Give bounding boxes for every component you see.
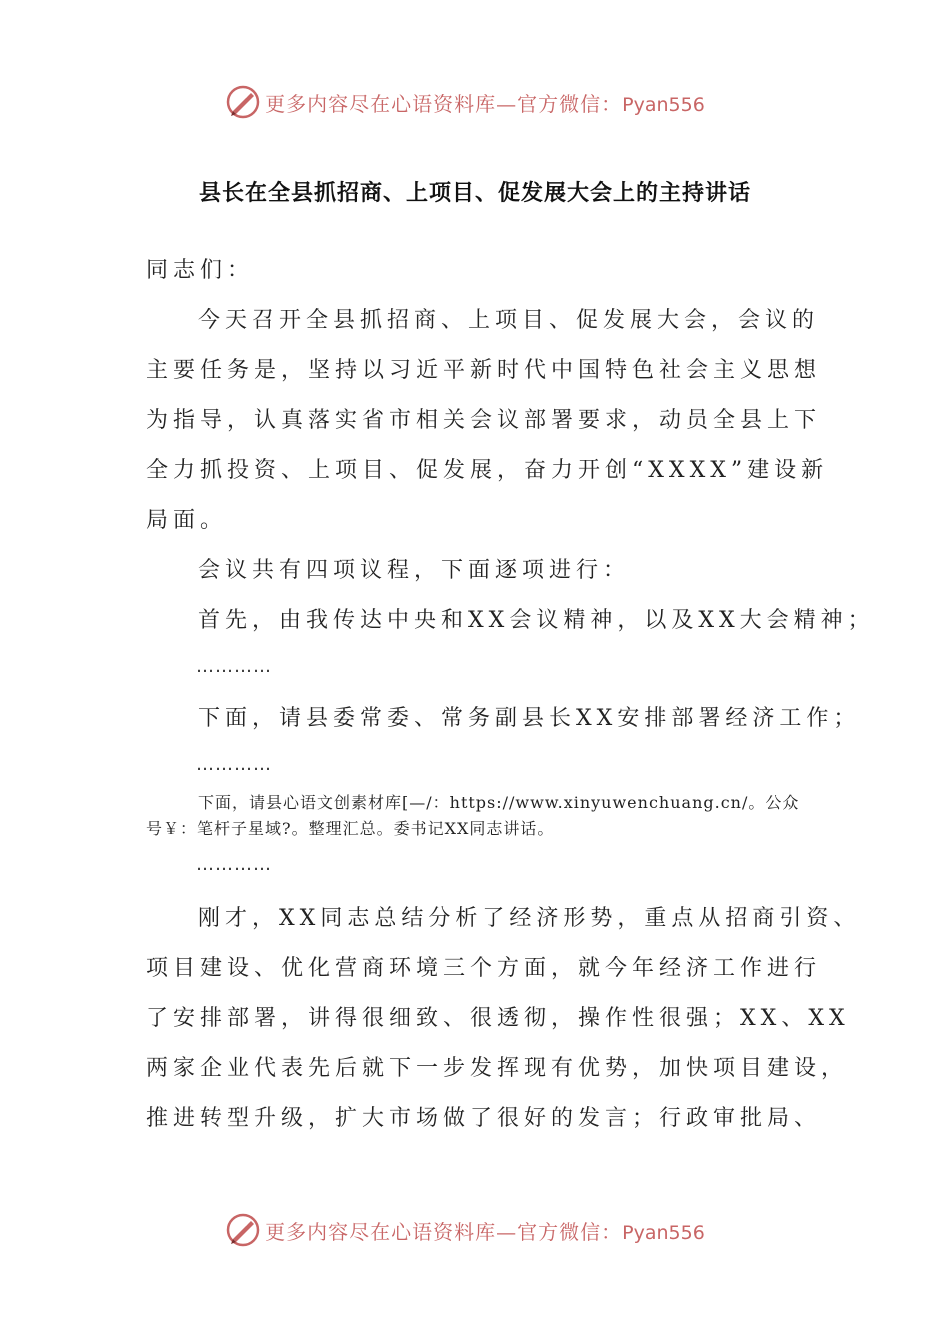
ellipsis: ………… xyxy=(196,656,272,677)
paragraph-line: 了安排部署，讲得很细致、很透彻，操作性很强；XX、XX xyxy=(146,1006,850,1031)
paragraph-line: 局面。 xyxy=(146,508,228,533)
paragraph-line: 首先，由我传达中央和XX会议精神，以及XX大会精神； xyxy=(198,608,875,633)
header-watermark xyxy=(0,80,950,124)
greeting: 同志们： xyxy=(146,258,255,283)
pen-logo-icon xyxy=(225,84,261,120)
footer-watermark xyxy=(0,1208,950,1252)
wechat-id: Pyan556 xyxy=(622,93,705,116)
watermark-text: 更多内容尽在心语资料库—官方微信：Pyan556 xyxy=(265,91,705,116)
paragraph-line: 项目建设、优化营商环境三个方面，就今年经济工作进行 xyxy=(146,956,822,981)
paragraph-line: 刚才，XX同志总结分析了经济形势，重点从招商引资、 xyxy=(198,906,861,931)
document-title: 县长在全县抓招商、上项目、促发展大会上的主持讲话 xyxy=(198,180,751,206)
paragraph-line: 下面，请县委常委、常务副县长XX安排部署经济工作； xyxy=(198,706,861,731)
paragraph-line: 会议共有四项议程，下面逐项进行： xyxy=(198,558,631,583)
paragraph-line: 推进转型升级，扩大市场做了很好的发言；行政审批局、 xyxy=(146,1106,822,1131)
watermark-text: 更多内容尽在心语资料库—官方微信：Pyan556 xyxy=(265,1219,705,1244)
ellipsis: ………… xyxy=(196,854,272,875)
inserted-note-line: 号￥：笔杆子星域?。整理汇总。委书记XX同志讲话。 xyxy=(146,819,555,838)
pen-logo-icon xyxy=(225,1212,261,1248)
paragraph-line: 今天召开全县抓招商、上项目、促发展大会，会议的 xyxy=(198,308,820,333)
paragraph-line: 全力抓投资、上项目、促发展，奋力开创“XXXX”建设新 xyxy=(146,458,829,483)
wechat-id: Pyan556 xyxy=(622,1221,705,1244)
inserted-note-line: 下面，请县心语文创素材库[—/：https://www.xinyuwenchuang.cn/。公众 xyxy=(198,793,800,812)
paragraph-line: 主要任务是，坚持以习近平新时代中国特色社会主义思想 xyxy=(146,358,822,383)
ellipsis: ………… xyxy=(196,754,272,775)
paragraph-line: 两家企业代表先后就下一步发挥现有优势，加快项目建设， xyxy=(146,1056,849,1081)
paragraph-line: 为指导，认真落实省市相关会议部署要求，动员全县上下 xyxy=(146,408,822,433)
